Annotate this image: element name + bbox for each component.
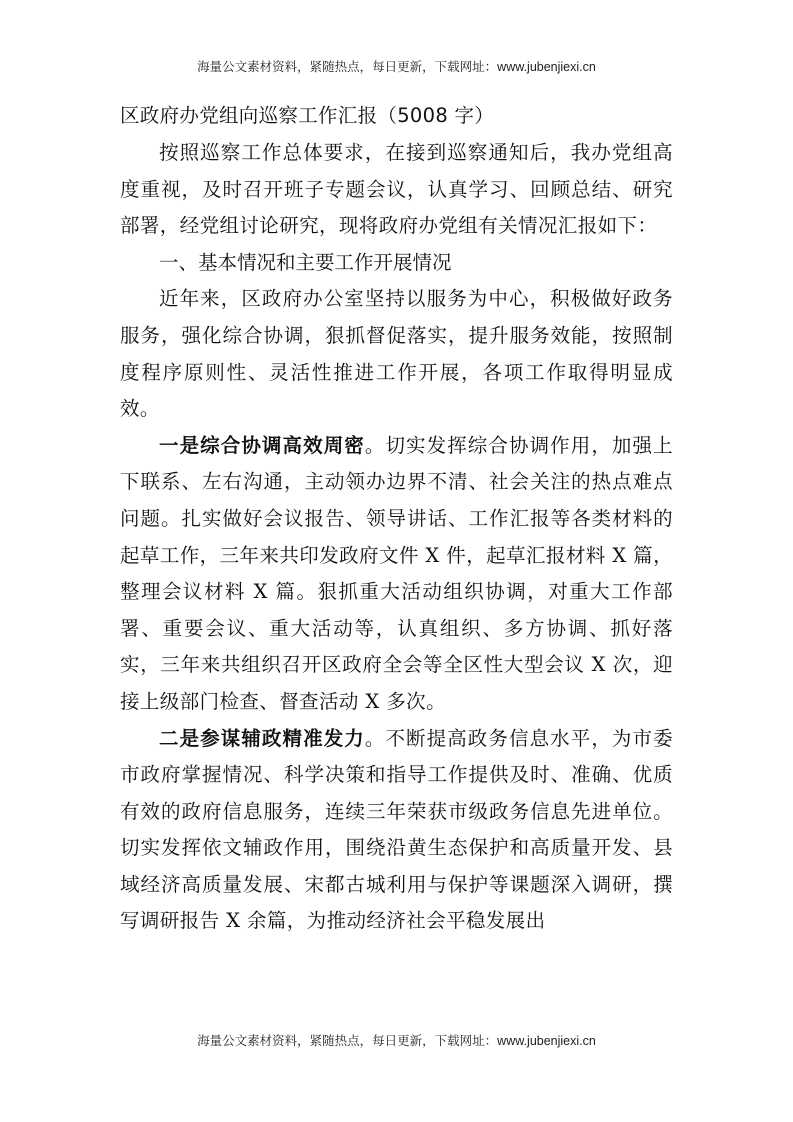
- footer-site-link[interactable]: www.jubenjiexi.cn: [497, 1034, 596, 1048]
- section-heading-1: 一、基本情况和主要工作开展情况: [159, 250, 452, 274]
- intro-paragraph: 按照巡察工作总体要求，在接到巡察通知后，我办党组高度重视，及时召开班子专题会议，认真学习、回顾总结、研究部署，经党组讨论研究，现将政府办党组有关情况汇报如下：: [120, 141, 673, 238]
- document-body: [120, 100, 673, 940]
- section-1-paragraph: 近年来，区政府办公室坚持以服务为中心，积极做好政务服务，强化综合协调，狠抓督促落实，提升服务效能，按照制度程序原则性、灵活性推进工作开展，各项工作取得明显成效。: [120, 287, 673, 421]
- item-2-paragraph: [120, 721, 673, 941]
- item-2-lead: 二是参谋辅政精准发力: [159, 726, 365, 750]
- item-1-paragraph: [120, 428, 673, 721]
- item-1-body: 。切实发挥综合协调作用，加强上下联系、左右沟通，主动领办边界不清、社会关注的热点难点问题。扎实做好会议报告、领导讲话、工作汇报等各类材料的起草工作，三年来共印发政府文件 X 件，起草汇报材料 X 篇，整理会议材料 X 篇。狠抓重大活动组织协调，对重大工作部署、重要会议、重大活动等，认真组织、多方协调、抓好落实，三年来共组织召开区政府全会等全区性大型会议 X 次，迎接上级部门检查、督查活动 X 多次。: [120, 433, 673, 713]
- header-text: 海量公文素材资料，紧随热点，每日更新，下载网址：: [197, 59, 498, 74]
- footer-text: 海量公文素材资料，紧随热点，每日更新，下载网址：: [197, 1033, 498, 1048]
- item-1-lead: 一是综合协调高效周密: [159, 433, 365, 457]
- page-footer: [0, 1031, 793, 1049]
- item-2-body: 。不断提高政务信息水平，为市委市政府掌握情况、科学决策和指导工作提供及时、准确、优质有效的政府信息服务，连续三年荣获市级政务信息先进单位。切实发挥依文辅政作用，围绕沿黄生态保护和高质量开发、县域经济高质量发展、宋都古城利用与保护等课题深入调研，撰写调研报告 X 余篇，为推动经济社会平稳发展出: [120, 726, 673, 933]
- document-title: 区政府办党组向巡察工作汇报（5008 字）: [120, 104, 495, 127]
- page-header: [0, 57, 793, 75]
- header-site-link[interactable]: www.jubenjiexi.cn: [497, 60, 596, 74]
